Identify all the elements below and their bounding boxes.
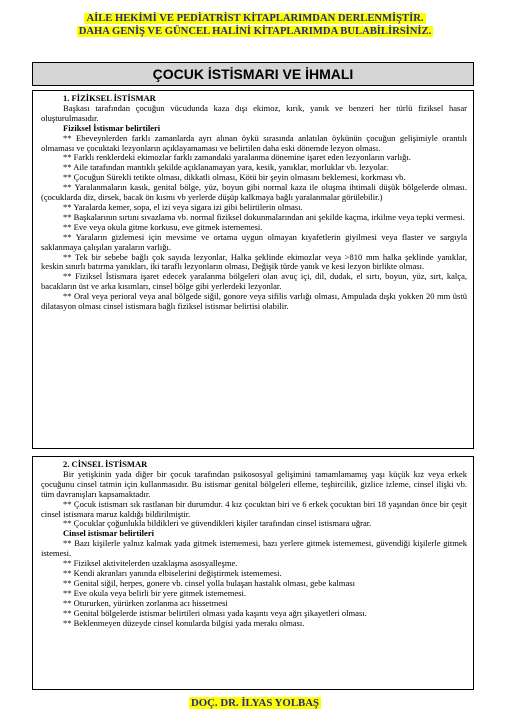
section-note: ** Çocuklar çoğunlukla bildikleri ve güvendikleri kişiler tarafından cinsel istismara uğrar. [63, 518, 372, 529]
section-stats: ** Çocuk istismarı sık rastlanan bir durumdur. 4 kız çocuktan biri ve 6 erkek çocuktan biri 18 yaşından önce bir çeşit cinsel istismara maruz kaldığı bildirilmiştir. [41, 498, 467, 519]
list-item: ** Yaraların gizlemesi için mevsime ve ortama uygun olmayan kıyafetlerin giyilmesi veya flaster ve sargıyla saklanmaya çalışılan yaraların varlığı. [41, 231, 467, 252]
section-heading: 1. FİZİKSEL İSTİSMAR [63, 93, 156, 103]
list-item: ** Bazı kişilerle yalnız kalmak yada gitmek istememesi, bazı yerlere gitmek istememesi, güvendiği kişilerle gitmek istemesi. [41, 538, 467, 559]
list-item: ** Fiziksel İstismara işaret edecek yaralanma bölgeleri olan avuç içi, dil, dudak, el sırtı, boyun, yüz, sırt, kalça, bacakların üst ve arka kısımları, cinsel bölge gibi yerlerdeki lezyonlar. [41, 271, 467, 292]
list-item: ** Fiziksel aktivitelerden uzaklaşma asosyalleşme. [63, 558, 238, 569]
author-name: DOÇ. DR. İLYAS YOLBAŞ [190, 697, 320, 709]
list-item: ** Ebeveynlerden farklı zamanlarda ayrı alınan öykü sırasında anlatılan öykünün çocuğun gelişimiyle orantılı olmaması ve çocuktaki lezyonların açıklayamaması ve belirtilen daha eski dönemde lezyon olması. [41, 132, 467, 153]
list-item: ** Kendi akranları yanında elbiselerini değiştirmek istememesi. [63, 567, 282, 578]
section-subheading: Cinsel istismar belirtileri [63, 528, 154, 539]
list-item: ** Genital siğil, herpes, gonere vb. cinsel yolla bulaşan hastalık olması, gebe kalması [63, 577, 355, 588]
list-item: ** Otururken, yürürken zorlanma acı hissetmesi [63, 597, 228, 608]
section-heading: 2. CİNSEL İSTİSMAR [63, 459, 148, 469]
list-item: ** Farklı renklerdeki ekimozlar farklı zamandaki yaralanma dönemine işaret eden lezyonların varlığı. [63, 152, 411, 163]
list-item: ** Başkalarının sırtını sıvazlama vb. normal fiziksel dokunmalarından ani şekilde kaçma, irkilme veya tepki vermesi. [63, 211, 465, 222]
list-item: ** Beklenmeyen düzeyde cinsel konularda bilgisi yada merakı olması. [63, 617, 305, 628]
section-physical-abuse [32, 90, 474, 449]
page-header [0, 13, 510, 38]
section-subheading: Fiziksel İstismar belirtileri [63, 122, 161, 133]
list-item: ** Eve veya okula gitme korkusu, eve gitmek istememesi. [63, 221, 263, 232]
list-item: ** Eve okula veya belirli bir yere gitmek istememesi. [63, 587, 246, 598]
list-item: ** Aile tarafından mantıklı şekilde açıklanamayan yara, kesik, yanıklar, morluklar vb. lezyolar. [63, 162, 389, 173]
list-item: ** Tek bir sebebe bağlı çok sayıda lezyonlar, Halka şeklinde ekimozlar veya >810 mm halka şeklinde yanıklar, keskin sınırlı batırma yanıkları, iki taraflı lezyonların olması, Değişik türde yanık ve kesi lezyon birlikte olması. [41, 251, 467, 272]
section-intro: Başkası tarafından çocuğun vücudunda kaza dışı ekimoz, kırık, yanık ve benzeri her türlü fiziksel hasar oluşturulmasıdır. [41, 102, 467, 123]
section-intro: Bir yetişkinin yada diğer bir çocuk tarafından psikososyal gelişimini tamamlamamış yaşı küçük kız veya erkek çocuğunu cinsel tatmin için kullanmasıdır. Bu istismar genital bölgeleri elleme, teşhircilik, gizlice izleme, cinsel ilişki vb. tüm davranışları kapsamaktadır. [41, 468, 467, 499]
list-item: ** Yaralanmaların kasık, genital bölge, yüz, boyun gibi normal kaza ile oluşma ihtimali düşük bölgelerde olması. (çocuklarda diz, dirsek, bacak ön kısmı vb yerlerde düşüp kalkmaya bağlı yaralanmalar görülebilir.) [41, 182, 467, 203]
section-sexual-abuse [32, 456, 474, 690]
list-item: ** Yaralarda kemer, sopa, el izi veya sigara izi gibi belirtilerin olması. [63, 201, 303, 212]
header-line-2: DAHA GENİŞ VE GÜNCEL HALİNİ KİTAPLARIMDA BULABİLİRSİNİZ. [78, 25, 432, 37]
list-item: ** Çocuğun Sürekli tetikte olması, dikkatli olması, Kötü bir şeyin olmasını beklemesi, korkması vb. [63, 172, 406, 183]
header-line-1: AİLE HEKİMİ VE PEDİATRİST KİTAPLARIMDAN DERLENMİŞTİR. [86, 13, 424, 24]
author-footer [0, 697, 510, 709]
list-item: ** Oral veya perioral veya anal bölgede siğil, gonore veya sifilis varlığı olması, Ampulada dışkı yokken 20 mm üstü dilatasyon olması cinsel istismara bağlı fiziksel istismar belirtisi olabilir. [41, 291, 467, 312]
list-item: ** Genital bölgelerde istismar belirtileri olması yada kaşıntı veya ağrı şikayetleri olması. [63, 607, 367, 618]
page-title: ÇOCUK İSTİSMARI VE İHMALI [32, 62, 474, 86]
